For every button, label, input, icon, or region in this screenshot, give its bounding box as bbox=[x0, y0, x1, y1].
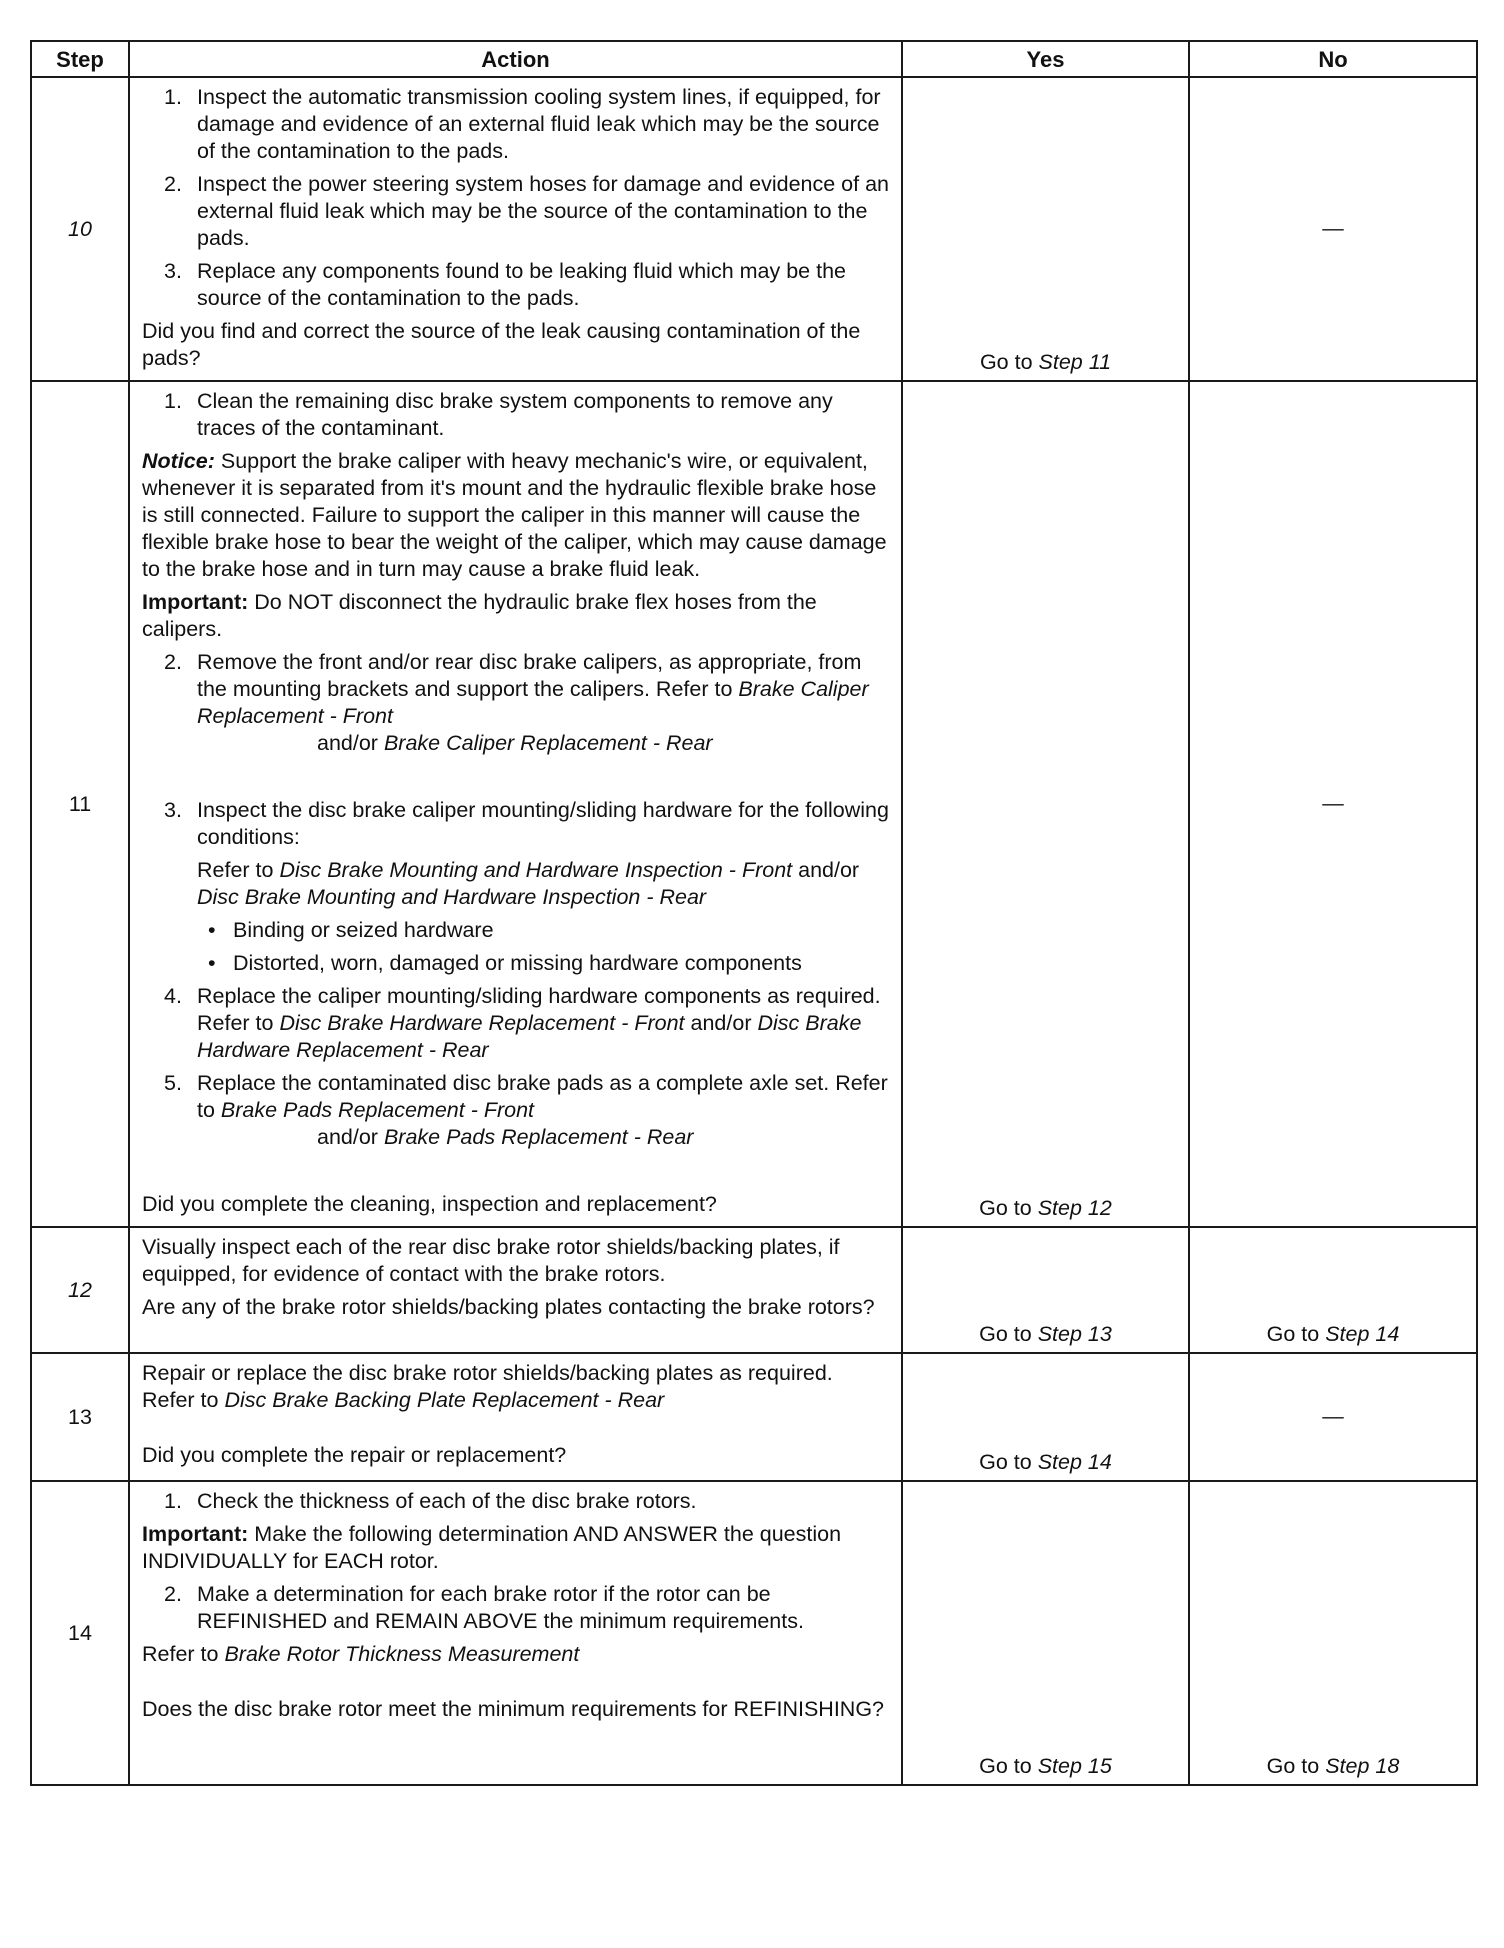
reference-link[interactable]: Brake Rotor Thickness Measurement bbox=[224, 1642, 580, 1666]
list-item: 2. Remove the front and/or rear disc brake calipers, as appropriate, from the mounting brackets and support the calipers. Refer to Brake Caliper Replacement - Front and/or Brake Caliper Replacement - Rear bbox=[164, 650, 869, 755]
header-row bbox=[31, 41, 1477, 77]
important-label: Important: bbox=[142, 590, 249, 614]
list-item: 4. Replace the caliper mounting/sliding hardware components as required. Refer to Disc Brake Hardware Replacement - Front and/or Disc Brake Hardware Replacement - Rear bbox=[164, 984, 881, 1062]
yes-cell: Go to Step 13 bbox=[902, 1227, 1189, 1353]
important-label: Important: bbox=[142, 1522, 249, 1546]
yes-cell: Go to Step 15 bbox=[902, 1481, 1189, 1785]
question-text: Are any of the brake rotor shields/backing plates contacting the brake rotors? bbox=[142, 1295, 875, 1319]
header-no: No bbox=[1189, 41, 1477, 77]
step-row-12 bbox=[31, 1227, 1477, 1353]
reference-link[interactable]: Brake Pads Replacement - Front bbox=[220, 1098, 535, 1122]
action-cell: Visually inspect each of the rear disc brake rotor shields/backing plates, if equipped, for evidence of contact with the brake rotors. Are any of the brake rotor shields/backing plates contacting the brake rotors? bbox=[129, 1227, 902, 1353]
bullet-item: • Distorted, worn, damaged or missing hardware components bbox=[208, 951, 802, 975]
list-item: 1. Check the thickness of each of the disc brake rotors. bbox=[164, 1489, 697, 1513]
question-text: Did you complete the cleaning, inspection and replacement? bbox=[142, 1192, 717, 1216]
yes-cell: Go to Step 14 bbox=[902, 1353, 1189, 1481]
no-cell bbox=[1189, 77, 1477, 381]
dash: — bbox=[1322, 1403, 1344, 1428]
step-row-13 bbox=[31, 1353, 1477, 1481]
reference-link[interactable]: Disc Brake Backing Plate Replacement - Rear bbox=[224, 1388, 665, 1412]
list-item: 5. Replace the contaminated disc brake pads as a complete axle set. Refer to Brake Pads Replacement - Front and/or Brake Pads Replacement - Rear bbox=[164, 1071, 888, 1149]
yes-step-link[interactable]: Step 11 bbox=[1038, 350, 1112, 374]
yes-step-link[interactable]: Step 13 bbox=[1037, 1322, 1112, 1346]
action-cell bbox=[129, 1481, 902, 1785]
notice-paragraph: Notice: Support the brake caliper with heavy mechanic's wire, or equivalent, whenever it is separated from it's mount and the hydraulic flexible brake hose is still connected. Failure to support the caliper in this manner will cause the flexible brake hose to bear the weight of the caliper, which may cause damage to the brake hose and in turn may cause a brake fluid leak. bbox=[142, 449, 887, 581]
list-item: 2. Make a determination for each brake rotor if the rotor can be REFINISHED and REMAIN ABOVE the minimum requirements. bbox=[164, 1582, 804, 1633]
no-cell bbox=[1189, 1353, 1477, 1481]
refer-paragraph: Refer to Disc Brake Mounting and Hardware Inspection - Front and/or Disc Brake Mounting and Hardware Inspection - Rear bbox=[197, 858, 860, 909]
step-number: 12 bbox=[31, 1227, 129, 1353]
question-text: Did you complete the repair or replacement? bbox=[142, 1443, 567, 1467]
reference-link[interactable]: Disc Brake Hardware Replacement - Front bbox=[279, 1011, 685, 1035]
reference-link[interactable]: Brake Caliper Replacement - Rear bbox=[383, 731, 713, 755]
diagnostic-table bbox=[30, 40, 1478, 1786]
bullet-item: • Binding or seized hardware bbox=[208, 918, 494, 942]
action-cell bbox=[129, 381, 902, 1227]
action-cell: Repair or replace the disc brake rotor shields/backing plates as required. Refer to Disc Brake Backing Plate Replacement - Rear Did you complete the repair or replacement? bbox=[129, 1353, 902, 1481]
question-text: Did you find and correct the source of the leak causing contamination of the pads? bbox=[142, 319, 861, 370]
refer-paragraph: Refer to Brake Rotor Thickness Measurement bbox=[142, 1642, 580, 1666]
yes-cell: Go to Step 12 bbox=[902, 381, 1189, 1227]
header-step: Step bbox=[31, 41, 129, 77]
reference-link[interactable]: Disc Brake Mounting and Hardware Inspection - Front bbox=[279, 858, 793, 882]
important-paragraph: Important: Do NOT disconnect the hydraulic brake flex hoses from the calipers. bbox=[142, 590, 817, 641]
step-row-10 bbox=[31, 77, 1477, 381]
list-item: 3. Inspect the disc brake caliper mounting/sliding hardware for the following conditions: bbox=[164, 798, 889, 849]
notice-label: Notice: bbox=[142, 449, 215, 473]
question-text: Does the disc brake rotor meet the minimum requirements for REFINISHING? bbox=[142, 1697, 885, 1721]
reference-link[interactable]: Brake Pads Replacement - Rear bbox=[383, 1125, 694, 1149]
reference-link[interactable]: Brake Caliper Replacement - Front bbox=[197, 677, 869, 728]
no-step-link[interactable]: Step 18 bbox=[1325, 1754, 1400, 1778]
step-row-11 bbox=[31, 381, 1477, 1227]
yes-step-link[interactable]: Step 12 bbox=[1037, 1196, 1112, 1220]
reference-link[interactable]: Disc Brake Hardware Replacement - Rear bbox=[197, 1011, 862, 1062]
header-yes: Yes bbox=[902, 41, 1189, 77]
action-cell bbox=[129, 77, 902, 381]
header-action: Action bbox=[129, 41, 902, 77]
step-row-14 bbox=[31, 1481, 1477, 1785]
step-number: 14 bbox=[31, 1481, 129, 1785]
dash: — bbox=[1322, 790, 1344, 815]
list-item: 1. Inspect the automatic transmission cooling system lines, if equipped, for damage and evidence of an external fluid leak which may be the source of the contamination to the pads. bbox=[164, 85, 881, 163]
list-item: 3. Replace any components found to be leaking fluid which may be the source of the contamination to the pads. bbox=[164, 259, 846, 310]
no-cell: Go to Step 14 bbox=[1189, 1227, 1477, 1353]
yes-step-link[interactable]: Step 15 bbox=[1037, 1754, 1112, 1778]
step-number: 13 bbox=[31, 1353, 129, 1481]
list-item: 1. Clean the remaining disc brake system components to remove any traces of the contaminant. bbox=[164, 389, 833, 440]
no-cell bbox=[1189, 381, 1477, 1227]
list-item: 2. Inspect the power steering system hoses for damage and evidence of an external fluid leak which may be the source of the contamination to the pads. bbox=[164, 172, 889, 250]
step-number: 11 bbox=[31, 381, 129, 1227]
yes-cell: Go to Step 11 bbox=[902, 77, 1189, 381]
important-paragraph: Important: Make the following determination AND ANSWER the question INDIVIDUALLY for EACH rotor. bbox=[142, 1522, 842, 1573]
dash: — bbox=[1322, 215, 1344, 240]
yes-step-link[interactable]: Step 14 bbox=[1037, 1450, 1112, 1474]
step-number: 10 bbox=[31, 77, 129, 381]
no-cell: Go to Step 18 bbox=[1189, 1481, 1477, 1785]
no-step-link[interactable]: Step 14 bbox=[1325, 1322, 1400, 1346]
reference-link[interactable]: Disc Brake Mounting and Hardware Inspection - Rear bbox=[197, 885, 707, 909]
